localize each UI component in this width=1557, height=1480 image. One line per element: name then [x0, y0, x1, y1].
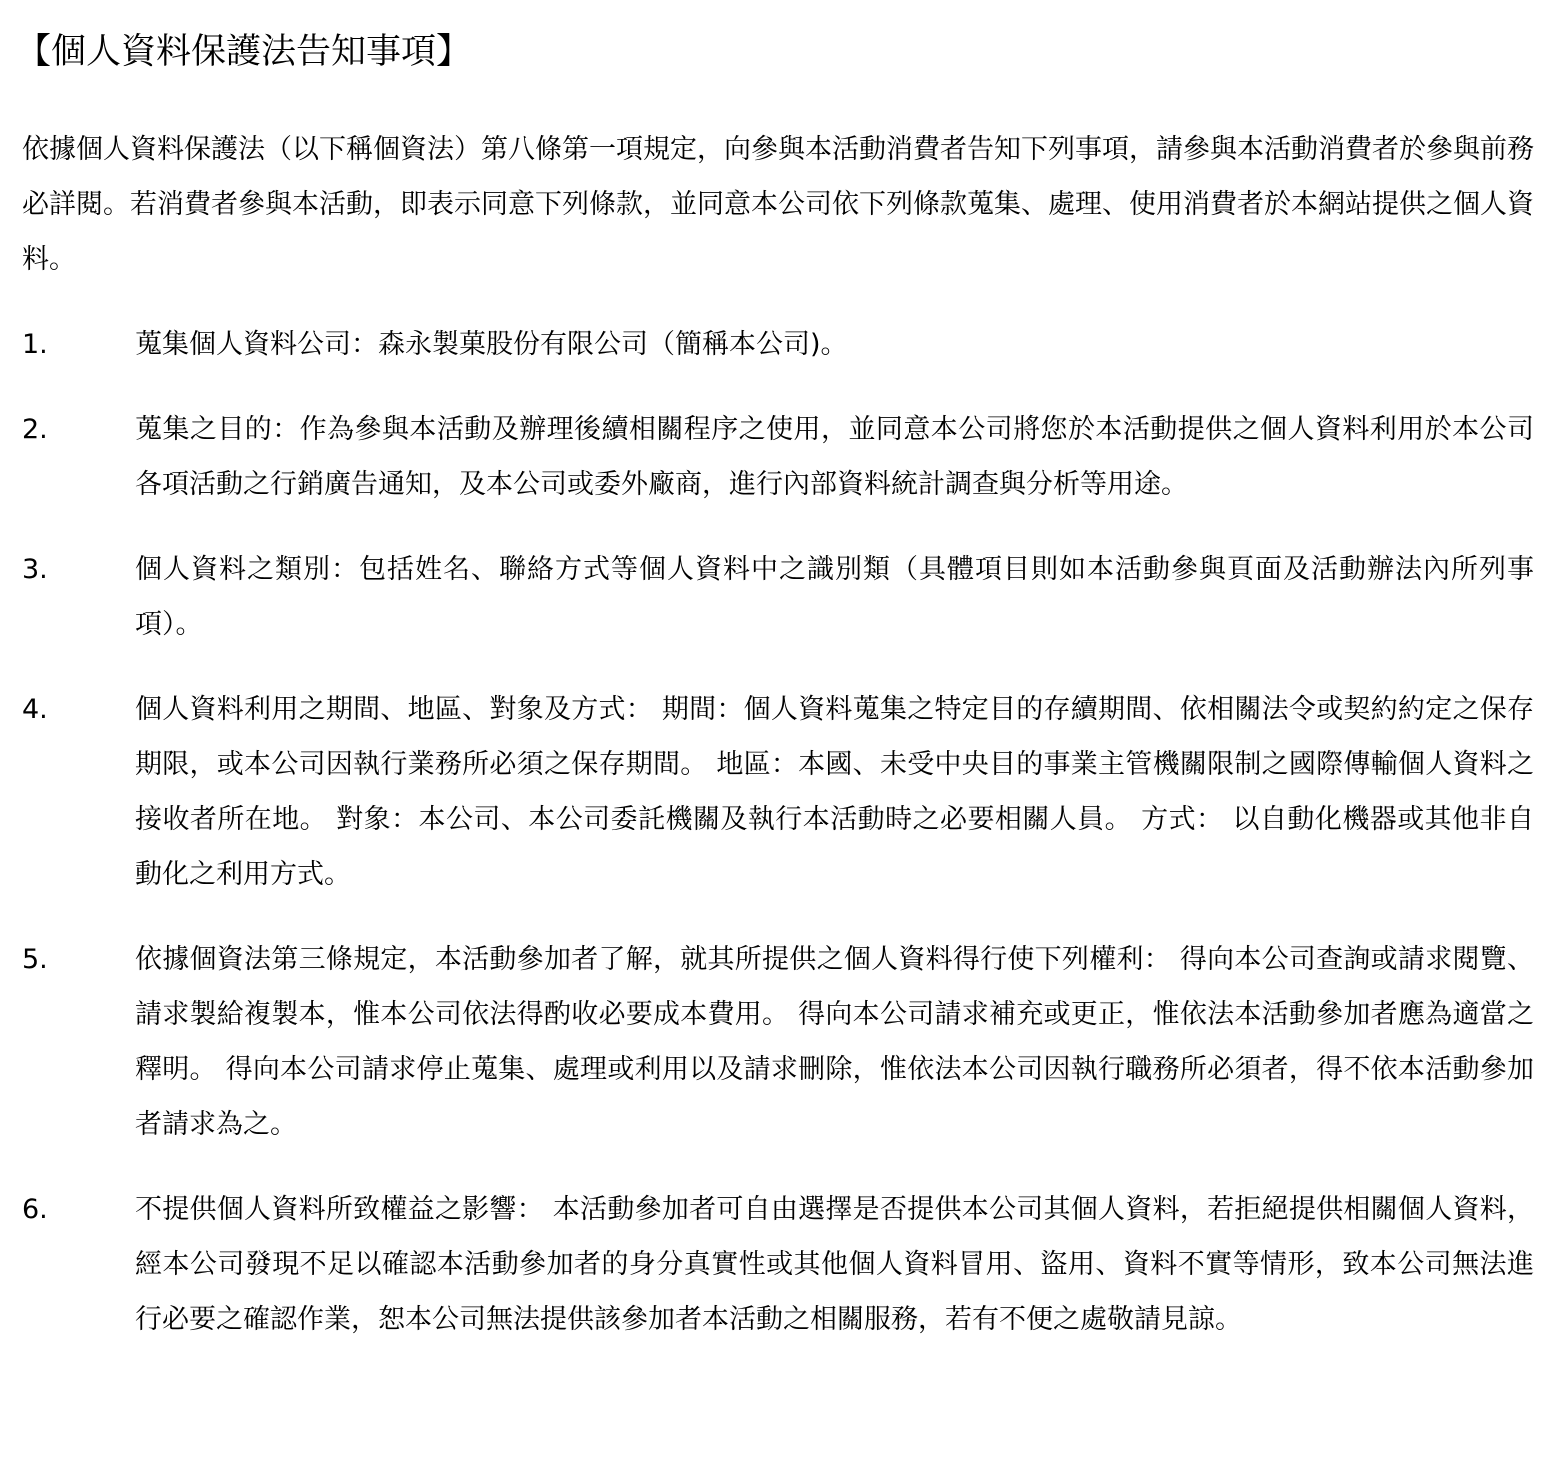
item-text: 依據個資法第三條規定，本活動參加者了解，就其所提供之個人資料得行使下列權利： 得向本公司查詢或請求閱覽、請求製給複製本，惟本公司依法得酌收必要成本費用。 得向本公司請求補充或更正，惟依法本活動參加者應為適當之釋明。 得向本公司請求停止蒐集、處理或利用以及請求刪除，惟依法本公司因執行職務所必須者，得不依本活動參加者請求為之。: [135, 944, 1534, 1140]
list-item: [22, 1182, 1534, 1347]
list-item: [22, 682, 1534, 902]
list-item: [22, 402, 1534, 512]
item-number: 5.: [22, 944, 48, 975]
notice-list: [22, 317, 1534, 1347]
item-text: 個人資料利用之期間、地區、對象及方式： 期間：個人資料蒐集之特定目的存續期間、依相關法令或契約約定之保存期限，或本公司因執行業務所必須之保存期間。 地區：本國、未受中央目的事業主管機關限制之國際傳輸個人資料之接收者所在地。 對象：本公司、本公司委託機關及執行本活動時之必要相關人員。 方式： 以自動化機器或其他非自動化之利用方式。: [135, 694, 1534, 890]
list-item: [22, 542, 1534, 652]
item-number: 4.: [22, 694, 48, 725]
list-item: [22, 932, 1534, 1152]
item-text: 個人資料之類別：包括姓名、聯絡方式等個人資料中之識別類（具體項目則如本活動參與頁面及活動辦法內所列事項）。: [135, 554, 1534, 640]
item-number: 6.: [22, 1194, 48, 1225]
item-number: 3.: [22, 554, 48, 585]
item-text: 蒐集之目的：作為參與本活動及辦理後續相關程序之使用，並同意本公司將您於本活動提供之個人資料利用於本公司各項活動之行銷廣告通知，及本公司或委外廠商，進行內部資料統計調查與分析等用途。: [135, 414, 1534, 500]
intro-paragraph: 依據個人資料保護法（以下稱個資法）第八條第一項規定，向參與本活動消費者告知下列事項，請參與本活動消費者於參與前務必詳閱。若消費者參與本活動，即表示同意下列條款，並同意本公司依下列條款蒐集、處理、使用消費者於本網站提供之個人資料。: [22, 134, 1534, 275]
list-item: [22, 317, 1534, 372]
document: [16, 22, 1534, 1377]
item-text: 蒐集個人資料公司：森永製菓股份有限公司（簡稱本公司)。: [135, 329, 848, 360]
item-text: 不提供個人資料所致權益之影響： 本活動參加者可自由選擇是否提供本公司其個人資料，若拒絕提供相關個人資料，經本公司發現不足以確認本活動參加者的身分真實性或其他個人資料冒用、盜用、資料不實等情形，致本公司無法進行必要之確認作業，恕本公司無法提供該參加者本活動之相關服務，若有不便之處敬請見諒。: [135, 1194, 1534, 1335]
document-title: 【個人資料保護法告知事項】: [16, 32, 472, 72]
item-number: 2.: [22, 414, 48, 445]
item-number: 1.: [22, 329, 48, 360]
